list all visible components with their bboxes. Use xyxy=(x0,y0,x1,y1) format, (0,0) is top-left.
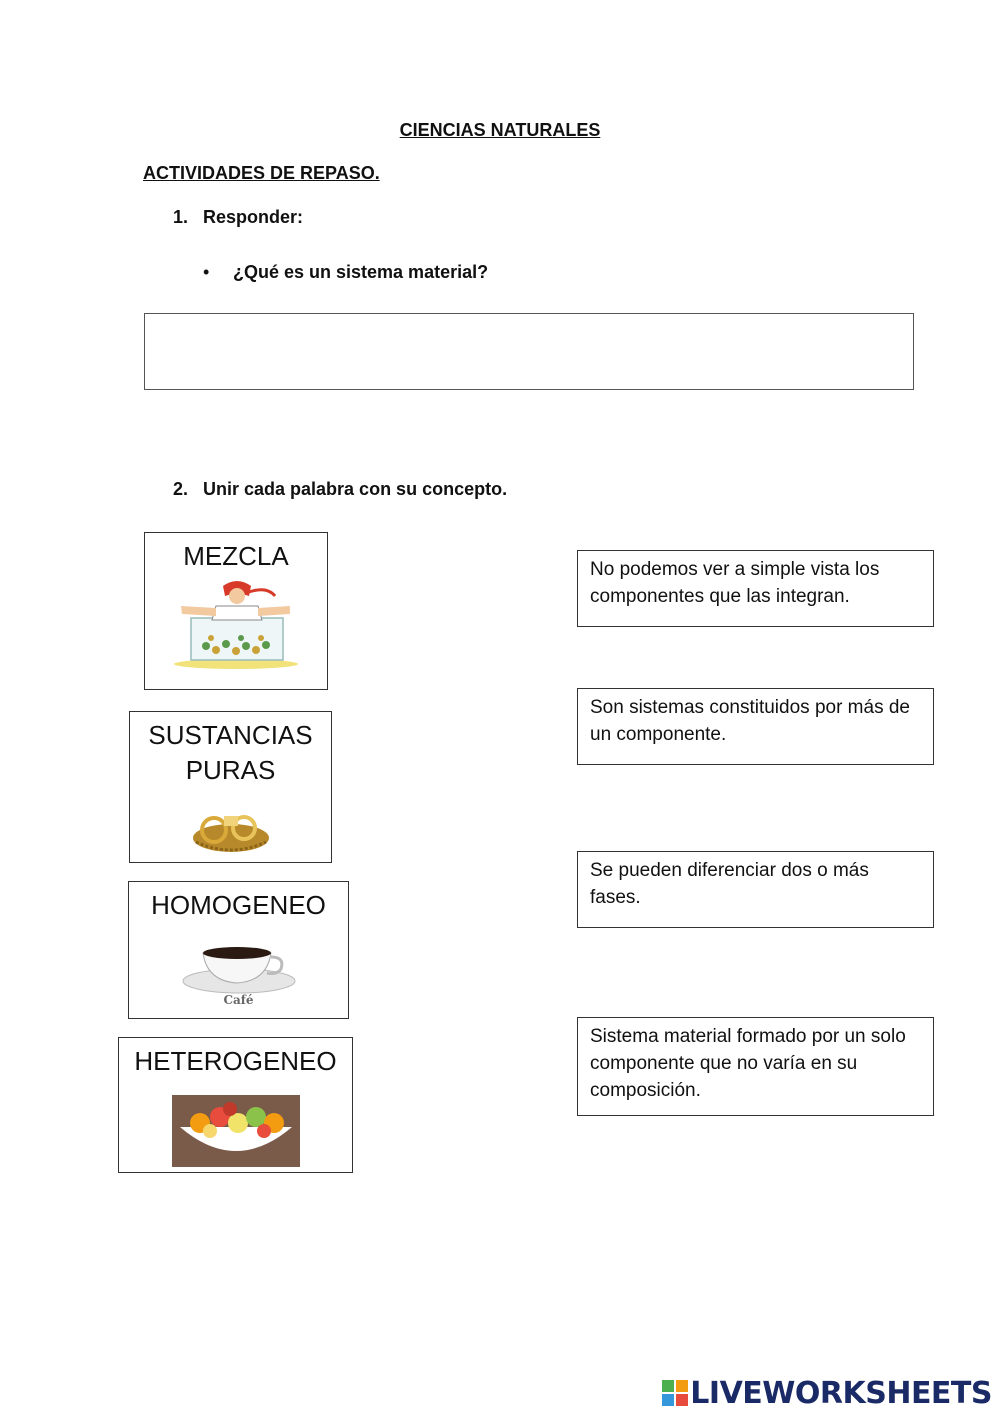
question-1-number: 1. xyxy=(173,207,189,227)
coffee-cup-icon xyxy=(179,939,299,997)
word-card-mezcla[interactable] xyxy=(144,532,328,690)
word-card-heterogeneo[interactable] xyxy=(118,1037,353,1173)
liveworksheets-logo xyxy=(662,1375,992,1411)
bullet-icon: • xyxy=(203,262,210,282)
word-card-homogeneo[interactable] xyxy=(128,881,349,1019)
logo-text: LIVEWORKSHEETS xyxy=(690,1375,992,1411)
section-subtitle: ACTIVIDADES DE REPASO. xyxy=(143,163,380,183)
definition-box-3[interactable]: Se pueden diferenciar dos o más fases. xyxy=(577,851,934,928)
word-label: HOMOGENEO xyxy=(151,890,326,920)
word-label: MEZCLA xyxy=(183,541,289,571)
definition-box-2[interactable]: Son sistemas constituidos por más de un componente. xyxy=(577,688,934,765)
word-card-sustancias-puras[interactable] xyxy=(129,711,332,863)
word-label: SUSTANCIAS PURAS xyxy=(148,720,313,785)
scientist-mixing-icon xyxy=(161,576,311,671)
definition-box-4[interactable]: Sistema material formado por un solo componente que no varía en su composición. xyxy=(577,1017,934,1116)
question-2-label: Unir cada palabra con su concepto. xyxy=(203,479,508,499)
answer-input[interactable] xyxy=(144,313,914,390)
word-label: HETEROGENEO xyxy=(134,1046,337,1076)
coffee-caption: Café xyxy=(223,993,254,1007)
page-title: CIENCIAS NATURALES xyxy=(399,120,601,140)
definition-box-1[interactable]: No podemos ver a simple vista los componentes que las integran. xyxy=(577,550,934,627)
fruit-salad-icon xyxy=(172,1095,300,1167)
question-2-number: 2. xyxy=(173,479,189,499)
question-1-label: Responder: xyxy=(203,207,304,227)
question-1-prompt: ¿Qué es un sistema material? xyxy=(233,262,489,282)
gold-jewelry-icon xyxy=(186,808,276,858)
liveworksheets-mark-icon xyxy=(662,1380,688,1406)
